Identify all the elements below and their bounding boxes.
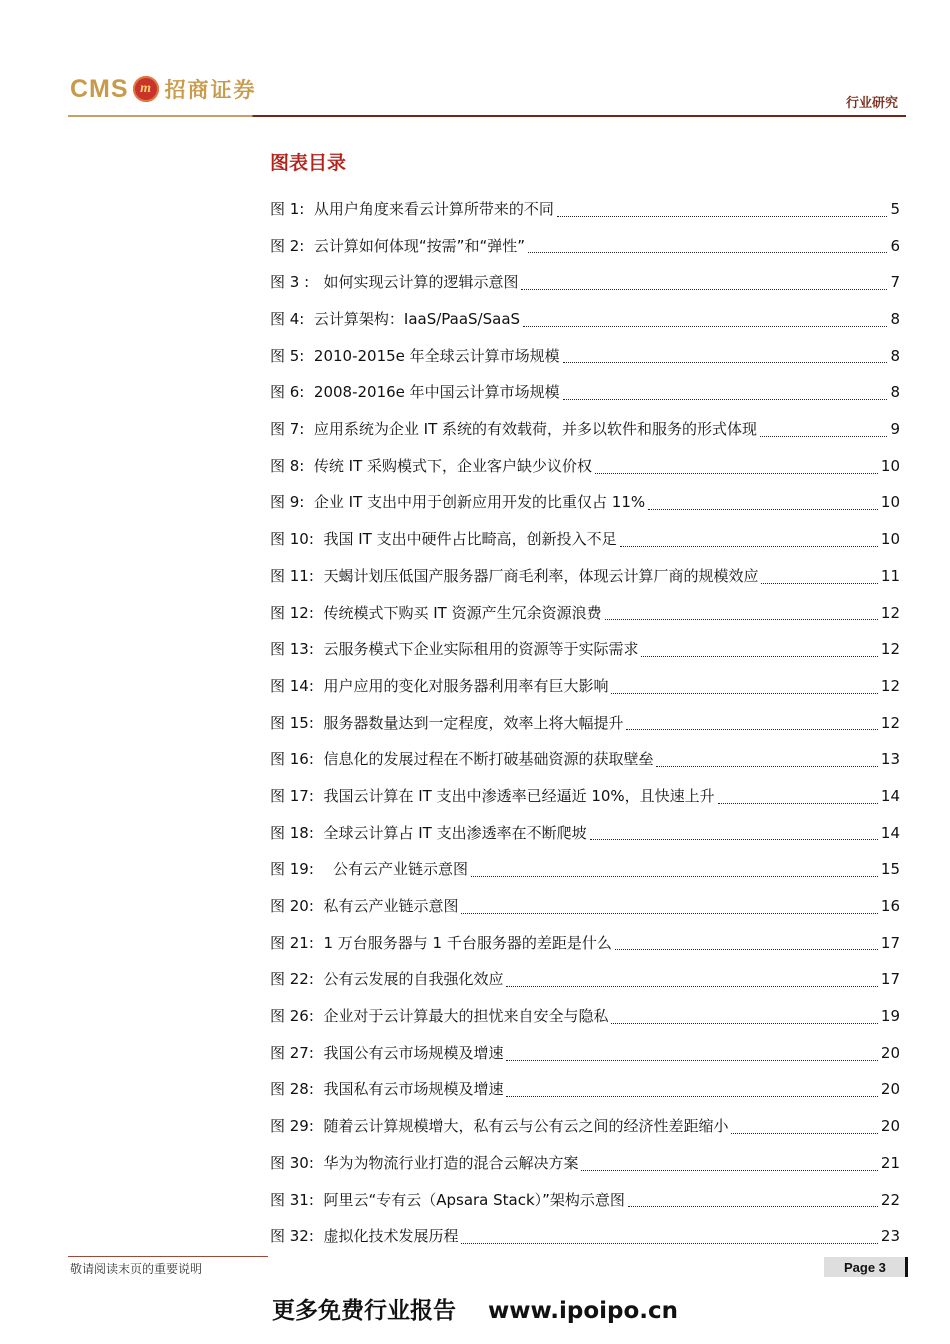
toc-entry-label: 图 16: 信息化的发展过程在不断打破基础资源的获取壁垒 — [270, 750, 654, 769]
toc-list — [270, 191, 900, 1255]
toc-entry-page: 16 — [880, 897, 900, 916]
toc-entry-page: 12 — [880, 603, 900, 622]
toc-entry-label: 图 22: 公有云发展的自我强化效应 — [270, 970, 504, 989]
toc-entry-label: 图 1: 从用户角度来看云计算所带来的不同 — [270, 199, 554, 218]
toc-entry-label: 图 6: 2008-2016e 年中国云计算市场规模 — [270, 383, 560, 402]
toc-entry-page: 8 — [890, 346, 900, 365]
toc-leader-dots — [611, 1023, 877, 1024]
toc-entry[interactable] — [270, 778, 900, 815]
header-divider — [68, 115, 906, 117]
toc-entry-page: 9 — [890, 420, 900, 439]
toc-entry-page: 10 — [880, 456, 900, 475]
toc-leader-dots — [641, 656, 877, 657]
toc-title: 图表目录 — [270, 152, 347, 174]
toc-entry-label: 图 21: 1 万台服务器与 1 千台服务器的差距是什么 — [270, 933, 612, 952]
toc-entry-label: 图 15: 服务器数量达到一定程度，效率上将大幅提升 — [270, 713, 624, 732]
toc-entry-label: 图 20: 私有云产业链示意图 — [270, 897, 459, 916]
toc-leader-dots — [605, 619, 878, 620]
toc-entry-label: 图 26: 企业对于云计算最大的担忧来自安全与隐私 — [270, 1007, 609, 1026]
toc-entry-page: 8 — [890, 310, 900, 329]
toc-entry-label: 图 3 : 如何实现云计算的逻辑示意图 — [270, 273, 519, 292]
toc-entry[interactable] — [270, 485, 900, 522]
toc-entry-page: 10 — [880, 493, 900, 512]
toc-entry[interactable] — [270, 595, 900, 632]
watermark — [0, 1292, 950, 1325]
toc-entry-label: 图 11: 天蝎计划压低国产服务器厂商毛利率，体现云计算厂商的规模效应 — [270, 566, 759, 585]
toc-entry-label: 图 27: 我国公有云市场规模及增速 — [270, 1043, 504, 1062]
toc-entry[interactable] — [270, 705, 900, 742]
toc-entry[interactable] — [270, 1072, 900, 1109]
toc-entry[interactable] — [270, 1182, 900, 1219]
toc-entry-page: 23 — [880, 1227, 900, 1246]
toc-entry-page: 8 — [890, 383, 900, 402]
footer-divider — [68, 1256, 268, 1257]
toc-entry[interactable] — [270, 998, 900, 1035]
toc-entry-page: 20 — [880, 1080, 900, 1099]
page-number-box — [824, 1257, 908, 1277]
toc-leader-dots — [506, 1096, 877, 1097]
toc-entry-page: 14 — [880, 786, 900, 805]
toc-entry[interactable] — [270, 925, 900, 962]
toc-entry-label: 图 10: 我国 IT 支出中硬件占比畸高，创新投入不足 — [270, 530, 617, 549]
toc-entry-label: 图 32: 虚拟化技术发展历程 — [270, 1227, 459, 1246]
toc-entry-label: 图 12: 传统模式下购买 IT 资源产生冗余资源浪费 — [270, 603, 602, 622]
toc-entry[interactable] — [270, 668, 900, 705]
toc-entry-page: 20 — [880, 1043, 900, 1062]
toc-entry-label: 图 9: 企业 IT 支出中用于创新应用开发的比重仅占 11% — [270, 493, 646, 512]
toc-entry-label: 图 5: 2010-2015e 年全球云计算市场规模 — [270, 346, 560, 365]
toc-leader-dots — [760, 436, 887, 437]
toc-entry-label: 图 4: 云计算架构：IaaS/PaaS/SaaS — [270, 310, 521, 329]
toc-entry[interactable] — [270, 631, 900, 668]
toc-entry-label: 图 28: 我国私有云市场规模及增速 — [270, 1080, 504, 1099]
toc-leader-dots — [528, 252, 887, 253]
toc-leader-dots — [563, 399, 888, 400]
toc-leader-dots — [628, 1206, 878, 1207]
toc-entry-page: 10 — [880, 530, 900, 549]
watermark-text: 更多免费行业报告 — [271, 1298, 456, 1324]
toc-leader-dots — [626, 729, 877, 730]
toc-entry[interactable] — [270, 228, 900, 265]
toc-entry-page: 15 — [880, 860, 900, 879]
toc-leader-dots — [523, 326, 887, 327]
toc-leader-dots — [506, 986, 877, 987]
toc-entry[interactable] — [270, 448, 900, 485]
toc-entry-label: 图 18: 全球云计算占 IT 支出渗透率在不断爬坡 — [270, 823, 587, 842]
toc-leader-dots — [557, 216, 888, 217]
toc-entry[interactable] — [270, 1218, 900, 1255]
toc-entry-page: 6 — [890, 236, 900, 255]
toc-entry-label: 图 8: 传统 IT 采购模式下，企业客户缺少议价权 — [270, 456, 593, 475]
toc-leader-dots — [615, 949, 878, 950]
logo-cms-text: CMS — [70, 74, 129, 103]
toc-entry[interactable] — [270, 961, 900, 998]
toc-entry-page: 22 — [880, 1190, 900, 1209]
toc-entry[interactable] — [270, 558, 900, 595]
toc-entry[interactable] — [270, 1108, 900, 1145]
toc-leader-dots — [761, 583, 877, 584]
toc-entry[interactable] — [270, 338, 900, 375]
toc-entry-page: 7 — [890, 273, 900, 292]
toc-entry-page: 12 — [880, 676, 900, 695]
toc-leader-dots — [461, 1243, 877, 1244]
toc-entry-page: 13 — [880, 750, 900, 769]
company-logo — [70, 74, 257, 104]
footer-disclaimer: 敬请阅读末页的重要说明 — [70, 1262, 203, 1276]
toc-entry[interactable] — [270, 851, 900, 888]
toc-entry-label: 图 17: 我国云计算在 IT 支出中渗透率已经逼近 10%，且快速上升 — [270, 786, 715, 805]
toc-entry-label: 图 30: 华为为物流行业打造的混合云解决方案 — [270, 1153, 579, 1172]
toc-entry[interactable] — [270, 301, 900, 338]
toc-leader-dots — [461, 913, 877, 914]
toc-leader-dots — [718, 803, 878, 804]
toc-entry-page: 19 — [880, 1007, 900, 1026]
toc-leader-dots — [656, 766, 877, 767]
toc-leader-dots — [563, 362, 888, 363]
toc-entry-page: 14 — [880, 823, 900, 842]
toc-entry-label: 图 13: 云服务模式下企业实际租用的资源等于实际需求 — [270, 640, 639, 659]
logo-chinese-name: 招商证券 — [164, 78, 257, 102]
toc-leader-dots — [506, 1060, 877, 1061]
watermark-url: www.ipoipo.cn — [487, 1298, 679, 1324]
page-number: Page 3 — [844, 1259, 886, 1275]
toc-leader-dots — [648, 509, 878, 510]
toc-entry[interactable] — [270, 1145, 900, 1182]
toc-entry-page: 11 — [880, 566, 900, 585]
toc-entry[interactable] — [270, 264, 900, 301]
toc-entry[interactable] — [270, 1035, 900, 1072]
toc-leader-dots — [731, 1133, 877, 1134]
toc-entry[interactable] — [270, 741, 900, 778]
toc-entry-label: 图 19: 公有云产业链示意图 — [270, 860, 468, 879]
toc-leader-dots — [611, 693, 877, 694]
toc-entry-page: 12 — [880, 713, 900, 732]
toc-leader-dots — [595, 473, 878, 474]
toc-entry-label: 图 7: 应用系统为企业 IT 系统的有效载荷，并多以软件和服务的形式体现 — [270, 420, 758, 439]
toc-entry-page: 21 — [880, 1153, 900, 1172]
toc-entry[interactable] — [270, 374, 900, 411]
toc-entry-page: 17 — [880, 970, 900, 989]
toc-entry[interactable] — [270, 191, 900, 228]
toc-leader-dots — [590, 839, 878, 840]
toc-leader-dots — [471, 876, 878, 877]
section-label: 行业研究 — [845, 96, 898, 111]
toc-entry-label: 图 31: 阿里云“专有云（Apsara Stack）”架构示意图 — [270, 1190, 625, 1209]
toc-entry-page: 12 — [880, 640, 900, 659]
toc-entry-label: 图 14: 用户应用的变化对服务器利用率有巨大影响 — [270, 676, 609, 695]
toc-leader-dots — [620, 546, 878, 547]
toc-entry-label: 图 2: 云计算如何体现“按需”和“弹性” — [270, 236, 525, 255]
toc-entry-page: 17 — [880, 933, 900, 952]
toc-entry[interactable] — [270, 521, 900, 558]
toc-entry[interactable] — [270, 411, 900, 448]
toc-leader-dots — [581, 1170, 877, 1171]
toc-entry[interactable] — [270, 815, 900, 852]
logo-emblem-icon: m — [133, 76, 159, 102]
toc-entry[interactable] — [270, 888, 900, 925]
toc-entry-label: 图 29: 随着云计算规模增大，私有云与公有云之间的经济性差距缩小 — [270, 1117, 729, 1136]
toc-entry-page: 20 — [880, 1117, 900, 1136]
toc-entry-page: 5 — [890, 199, 900, 218]
toc-leader-dots — [521, 289, 887, 290]
page-marker-bar — [905, 1257, 908, 1277]
